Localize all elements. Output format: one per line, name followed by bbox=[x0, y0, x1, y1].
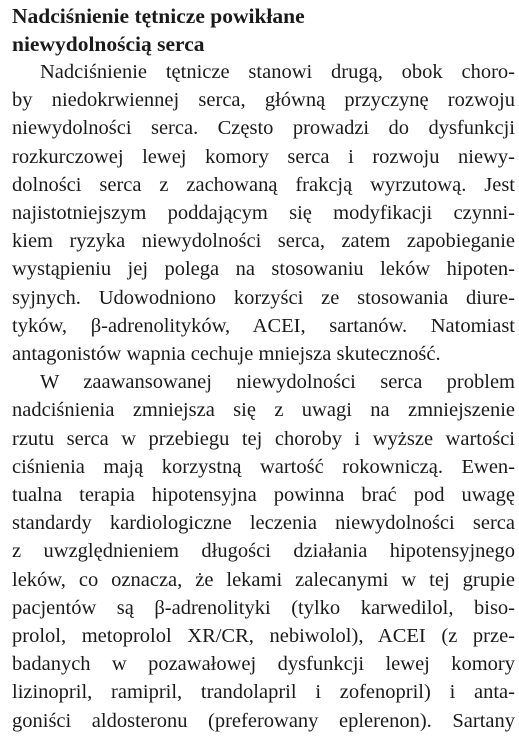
text-line: syjnych. Udowodniono korzyści ze stosowania diure- bbox=[12, 286, 515, 309]
text-line: antagonistów wapnia cechuje mniejsza skuteczność. bbox=[12, 343, 441, 366]
text-line: kiem ryzyka niewydolności serca, zatem zapobieganie bbox=[12, 230, 515, 253]
text-line: nadciśnienia zmniejsza się z uwagi na zmniejszenie bbox=[12, 399, 515, 422]
text-line: rzutu serca w przebiegu tej choroby i wyższe wartości bbox=[12, 427, 515, 450]
text-line: by niedokrwiennej serca, główną przyczynę rozwoju bbox=[12, 89, 515, 112]
text-line: z uwzględnieniem długości działania hipotensyjnego bbox=[12, 540, 515, 563]
text-line: tyków, β-adrenolityków, ACEI, sartanów. Natomiast bbox=[12, 314, 515, 337]
text-line: prolol, metoprolol XR/CR, nebiwolol), ACEI (z prze- bbox=[12, 625, 515, 648]
text-line: badanych w pozawałowej dysfunkcji lewej komory bbox=[12, 653, 515, 676]
text-line: pacjentów są β-adrenolityki (tylko karwedilol, biso- bbox=[12, 596, 515, 619]
text-line: wystąpieniu jej polega na stosowaniu leków hipoten- bbox=[12, 258, 515, 281]
text-line: leków, co oznacza, że lekami zalecanymi w tej grupie bbox=[12, 568, 515, 591]
text-line: Nadciśnienie tętnicze stanowi drugą, obok choro- bbox=[40, 61, 515, 83]
text-line: ciśnienia mają korzystną wartość rokowniczą. Ewen- bbox=[12, 455, 515, 478]
text-line: goniści aldosteronu (preferowany eplerenon). Sartany bbox=[12, 709, 515, 732]
text-line: tualna terapia hipotensyjna powinna brać pod uwagę bbox=[12, 484, 515, 507]
text-line: dolności serca z zachowaną frakcją wyrzutową. Jest bbox=[12, 173, 515, 196]
section-heading-line: Nadciśnienie tętnicze powikłane bbox=[12, 4, 305, 28]
text-line: W zaawansowanej niewydolności serca problem bbox=[40, 371, 515, 394]
body-paragraph bbox=[12, 368, 515, 735]
body-paragraph bbox=[12, 58, 515, 368]
section-heading bbox=[12, 2, 515, 58]
text-line: rozkurczowej lewej komory serca i rozwoju niewy- bbox=[12, 145, 515, 168]
text-line: niewydolności serca. Często prowadzi do dysfunkcji bbox=[12, 117, 515, 140]
section-heading-line: niewydolnością serca bbox=[12, 32, 205, 56]
text-line: najistotniejszym poddającym się modyfikacji czynni- bbox=[12, 202, 515, 225]
document-page bbox=[12, 2, 515, 735]
text-line: lizinopril, ramipril, trandolapril i zofenopril) i anta- bbox=[12, 681, 515, 704]
text-line: standardy kardiologiczne leczenia niewydolności serca bbox=[12, 512, 515, 535]
